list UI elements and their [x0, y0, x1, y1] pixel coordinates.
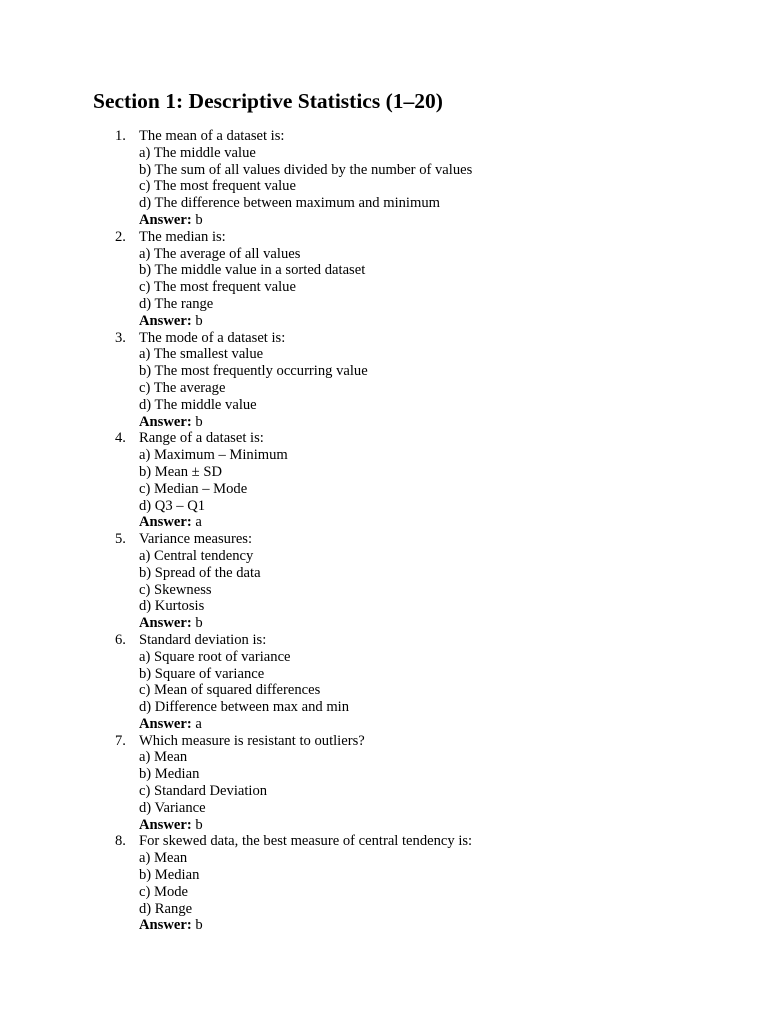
option-d: d) The middle value: [139, 396, 257, 413]
question-number: 5.: [115, 531, 126, 548]
option-d: d) The difference between maximum and minimum: [139, 195, 440, 212]
question-7: [115, 733, 472, 834]
question-8: [115, 833, 472, 934]
answer-line: [139, 313, 472, 330]
question-2: [115, 229, 472, 330]
option-c: c) Mean of squared differences: [139, 682, 321, 699]
answer-value: b: [195, 413, 203, 430]
answer-value: a: [195, 514, 202, 531]
answer-value: b: [195, 917, 203, 934]
option-b: b) The sum of all values divided by the number of values: [139, 161, 473, 178]
answer-label: Answer:: [139, 211, 192, 228]
answer-label: Answer:: [139, 413, 192, 430]
option-a: a) Maximum – Minimum: [139, 447, 288, 464]
question-number: 3.: [115, 329, 126, 346]
option-b: b) Median: [139, 867, 200, 884]
question-text: The mode of a dataset is:: [139, 329, 286, 346]
option-a: a) Mean: [139, 850, 188, 867]
question-number: 7.: [115, 732, 126, 749]
question-text: Range of a dataset is:: [139, 430, 264, 447]
option-c: c) Standard Deviation: [139, 783, 268, 800]
answer-value: a: [195, 715, 202, 732]
question-text: Standard deviation is:: [139, 631, 267, 648]
answer-line: [139, 212, 472, 229]
question-6: [115, 632, 472, 733]
answer-label: Answer:: [139, 917, 192, 934]
question-1: [115, 128, 472, 229]
option-c: c) The most frequent value: [139, 279, 296, 296]
answer-label: Answer:: [139, 514, 192, 531]
option-c: c) The most frequent value: [139, 178, 296, 195]
question-text: Variance measures:: [139, 531, 253, 548]
question-text: The median is:: [139, 228, 226, 245]
question-text: Which measure is resistant to outliers?: [139, 732, 365, 749]
option-c: c) Skewness: [139, 581, 212, 598]
answer-label: Answer:: [139, 312, 192, 329]
question-5: [115, 531, 472, 632]
answer-line: [139, 615, 472, 632]
answer-label: Answer:: [139, 816, 192, 833]
question-4: [115, 430, 472, 531]
option-a: a) The smallest value: [139, 346, 264, 363]
question-text: For skewed data, the best measure of central tendency is:: [139, 833, 473, 850]
option-d: d) Difference between max and min: [139, 699, 350, 716]
question-number: 6.: [115, 631, 126, 648]
option-b: b) The most frequently occurring value: [139, 363, 368, 380]
answer-label: Answer:: [139, 615, 192, 632]
option-c: c) The average: [139, 379, 226, 396]
option-b: b) Median: [139, 766, 200, 783]
answer-line: [139, 514, 472, 531]
option-c: c) Mode: [139, 883, 189, 900]
answer-line: [139, 414, 472, 431]
option-d: d) The range: [139, 295, 214, 312]
answer-line: [139, 716, 472, 733]
option-b: b) Square of variance: [139, 665, 265, 682]
question-text: The mean of a dataset is:: [139, 128, 285, 144]
option-d: d) Variance: [139, 799, 206, 816]
option-d: d) Kurtosis: [139, 598, 205, 615]
option-b: b) Spread of the data: [139, 564, 261, 581]
option-a: a) Square root of variance: [139, 648, 291, 665]
answer-value: b: [195, 312, 203, 329]
option-a: a) Mean: [139, 749, 188, 766]
question-number: 4.: [115, 430, 126, 447]
question-number: 8.: [115, 833, 126, 850]
option-b: b) The middle value in a sorted dataset: [139, 262, 366, 279]
question-number: 1.: [115, 128, 126, 144]
answer-line: [139, 817, 472, 834]
option-a: a) The average of all values: [139, 245, 301, 262]
option-b: b) Mean ± SD: [139, 463, 222, 480]
question-number: 2.: [115, 228, 126, 245]
option-d: d) Range: [139, 900, 193, 917]
option-a: a) Central tendency: [139, 547, 254, 564]
section-title: Section 1: Descriptive Statistics (1–20): [93, 89, 443, 113]
answer-label: Answer:: [139, 715, 192, 732]
answer-value: b: [195, 211, 203, 228]
question-3: [115, 330, 472, 431]
option-a: a) The middle value: [139, 144, 256, 161]
option-d: d) Q3 – Q1: [139, 497, 206, 514]
answer-value: b: [195, 816, 203, 833]
option-c: c) Median – Mode: [139, 480, 248, 497]
question-list: [115, 128, 472, 934]
answer-value: b: [195, 615, 203, 632]
answer-line: [139, 917, 472, 934]
